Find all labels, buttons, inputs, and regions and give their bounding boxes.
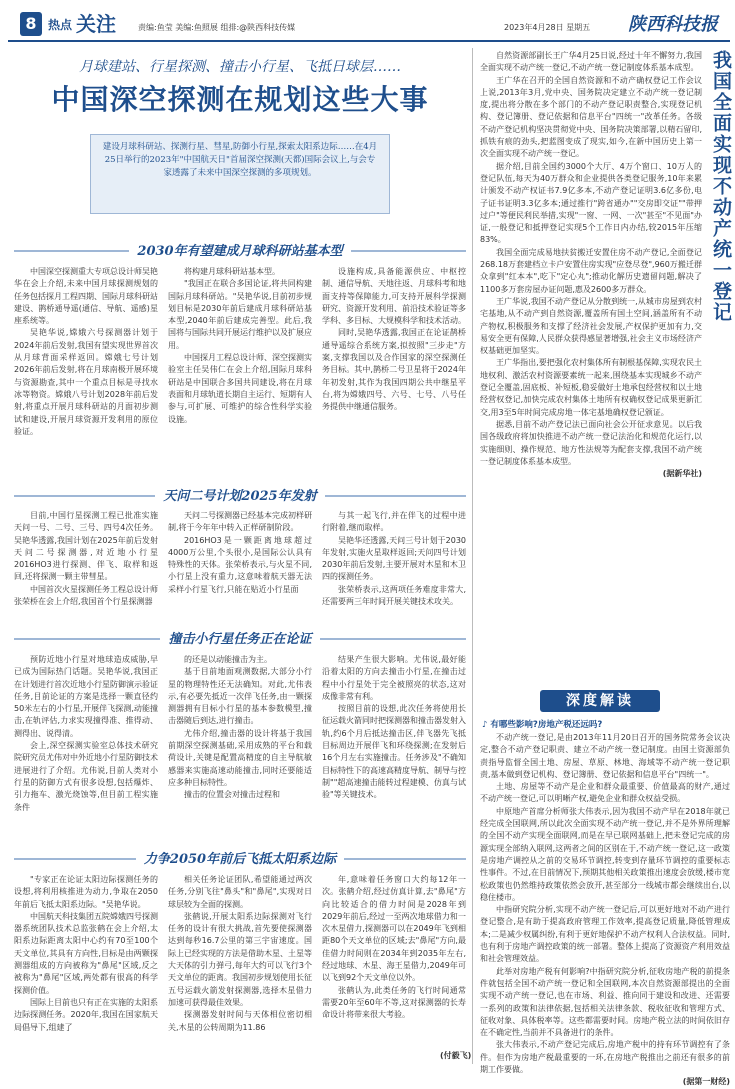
text-column: 目前,中国行星探测工程已批准实施天问一号、二号、三号、四号4次任务。吴艳华透露,我国计划在2025年前后发射天问二号探测器,对近地小行星2016HO3进行探测、伴飞、取样和返回,还将探测一颗主带彗星。 中国首次火星探测任务工程总设计师张荣桥在会上介绍,我国首个行星探测器 <box>14 511 158 607</box>
section-banner <box>14 848 466 870</box>
text-column: 与其一起飞行,并在伴飞的过程中进行附着,继而取样。 吴艳华还透露,天问三号计划于2030年发射,实施火星取样返回;天问四号计划2030年前后发射,主要开展对木星和木卫四的探测任务。 张荣桥表示,这两项任务难度非常大,还需要两三年时间开展关键技术攻关。 <box>322 511 466 607</box>
article-headline: 中国深空探测在规划这些大事 <box>51 83 429 116</box>
section-body <box>14 874 466 1048</box>
right-article-credit: (据新华社) <box>662 469 702 479</box>
article-lead: 建设月球科研站、探测行星、彗星,防御小行星,探索太阳系边际……在4月25日举行的2023年"中国航天日"首届深空探测(天都)国际会议上,与会专家透露了未来中国深空探测的多项规划。 <box>90 134 390 214</box>
analysis-body: 不动产统一登记,是由2013年11月20日召开的国务院常务会议决定,整合不动产登记职责、建立不动产统一登记制度。由国土资源部负责指导监督全国土地、房屋、草原、林地、海域等不动产统一登记职责,基本做到登记机构、登记簿册、登记依据和信息平台"四统一"。 土地、房屋等不动产是企业和群众最重要、价值最高的财产,通过不动产统一登记,可以明晰产权,避免企业和群众权益受损。 中原地产首席分析师张大伟表示,因为我国不动产早在2018年就已经完成全国联网,所以此次全面实现不动产统一登记,并不是外界所理解的全国不动产实现全面联网,而是在早已联网基础上,把未登记完成的房源实现全部纳入联网,这两者之间的区别在于,不动产统一登记,这一政策是房地产调控从之前的交易环节调控,转变到存量环节调控的重要标志性事件。不过,在目前情况下,预期其他相关政策推出速度会放缓,楼市宽松政策也仍然维持政策依然会放开,甚至部分一线城市都会继续出台,以稳住楼市。 中指研究院分析,实现不动产统一登记后,可以更好地对不动产进行登记整合,是有助于提高政府管理工作效率,提高登记质量,降低管理成本;二是减少权属纠纷,有利于更好地保护不动产权利人合法权益。同时,也有利于房地产调控政策的统一部署。整体上提高了资源资产利用效益和社会管理效益。 此举对房地产税有何影响?中指研究院分析,征收房地产税的前提条件就包括全国不动产统一登记和全国联网,本次自然资源部提出的全面实现不动产统一登记,也在市场、利益、推向同于建设和改进、还需要一系列的政策和法律依据,包括相关法律条款、税收征收和管理方式、征收对象、具体税率等。这些都需要时间。房地产税立法的时间依旧存在不确定性,当前并不具备进行的条件。 张大伟表示,不动产登记完成后,房地产税中的持有环节调控有了条件。但作为房地产税最重要的一环,在房地产税推出之前还有很多的前期工作要做。 (据第一财经) <box>480 732 730 1066</box>
text-column: 将构建月球科研站基本型。 "我国正在联合多国论证,将共同构建国际月球科研站。"吴艳华说,目前初步规划目标是2030年前后建成月球科研站基本型,2040年前后建成完善型。此后,我国将与国际共同开展运行维护以及扩展应用。 中国探月工程总设计师、深空探测实验室主任吴伟仁在会上介绍,国际月球科研站是中国联合多国共同建设,将在月球表面和月球轨道长期自主运行、短期有人参与,可扩展、可维护的综合性科学实验设施。 <box>168 267 312 424</box>
masthead <box>8 6 730 42</box>
text-column: 设施构成,具备能源供应、中枢控制、通信导航、天地往返、月球科考和地面支持等保障能力,可支持开展科学探测研究、资源开发利用、前沿技术验证等多学科、多目标、大规模科学和技术活动。 同时,吴艳华透露,我国正在论证鹊桥通导遥综合系统方案,拟按照"三步走"方案,支撑我国以及合作国家的深空探测任务目标。其中,鹊桥二号卫星将于2024年年初发射,其作为我国四期公共中继星平台,将为嫦娥四号、六号、七号、八号任务提供中继通信服务。 <box>322 267 466 412</box>
editor-credits: 责编:鱼莹 美编:鱼照展 组排:@陕西科技传媒 <box>138 23 296 32</box>
column-divider <box>472 48 473 1064</box>
text-column: 的还是以动能撞击为主。 基于目前地面观测数据,大部分小行星的物理特性还无法确知。对此,尤伟表示,有必要先抵近一次伴飞任务,由一颗探测器拥有目标小行星的基本参数模型,撞击器随后到达,进行撞击。 尤伟介绍,撞击器的设计将基于我国前期深空探测基础,采用成熟的平台和载荷设计,关键是配置高精度的自主导航敏感器来实施高速动能撞击,同时还要能适应多种目标特性。 撞击的位置会对撞击过程和 <box>168 655 312 800</box>
text-column: 结果产生很大影响。尤伟说,最好能沿着太阳的方向去撞击小行星,在撞击过程中小行星处于完全被照亮的状态,这对成像非常有利。 按照目前的设想,此次任务将使用长征运载火箭同时把探测器和撞击器发射入轨,约6个月后抵达撞击区,伴飞器先飞抵目标周边开展伴飞和环绕探测;在发射后16个月左右实施撞击。任务涉及"不确知目标特性下的高速高精度导航、制导与控制""超高速撞击能转过程建模、仿真与试验"等关键技术。 <box>322 655 466 800</box>
right-title-box <box>708 50 730 370</box>
text-column: 年,意味着任务窗口大约每12年一次。张鹤介绍,经过仿真计算,去"鼻尾"方向比较适合的借力时间是2028年到2029年前后,经过一至两次地球借力和一次木星借力,探测器可以在2049年飞到相距80个天文单位的区域;去"鼻尾"方向,最佳借力时间则在2034年到2035年左右,经过地球、木星、海王星借力,2049年可以飞到92个天文单位以外。 张鹤认为,此类任务的飞行时间通常需要20年至60年不等,这对探测器的长寿命设计将带来很大考验。 <box>322 875 466 1020</box>
text-column: "专家正在论证太阳边际探测任务的设想,将利用核推进为动力,争取在2050年前后飞抵太阳系边际。"吴艳华说。 中国航天科技集团五院嫦娥四号探测器系统团队技术总监张鹤在会上介绍,太阳系边际距离太阳中心约有70至100个天文单位,其具有方向性,目标是由两颗探测器组成的方向被称为"鼻尾"区域,反之被称为"鼻尾"区域,两处都有很高的科学探测价值。 国际上目前也只有正在实施的太阳系边际探测任务。2020年,我国在国家航天局倡导下,组建了 <box>14 875 158 1032</box>
section-title: 天问二号计划2025年发射 <box>155 489 324 504</box>
text-column: 中国深空探测重大专项总设计师吴艳华在会上介绍,未来中国月球探测规划的任务包括探月工程四期、国际月球科研站建设、鹊桥通导遥(通信、导航、遥感)星座系统等。 吴艳华说,嫦娥六号探测器计划于2024年前后发射,我国有望实现世界首次从月球背面采样返回。嫦娥七号计划2026年前后发射,将在月球南极开展环境与资源勘查,其中一个重点目标是寻找水冰等物资。嫦娥八号计划2028年前后发射,将重点开展月球科研站的月面初步测试和建设,开展月球资源开发利用的原位验证。 <box>14 267 158 436</box>
article-byline: (付毅飞) <box>440 1051 472 1060</box>
section-banner <box>14 628 466 650</box>
paper-name: 陕西科技报 <box>628 14 718 35</box>
text-column: 预防近地小行星对地球造成威胁,早已成为国际热门话题。吴艳华说,我国正在计划进行首次近地小行星防御演示验证任务,目前论证的方案是选择一颗直径约50米左右的小行星,开展伴飞探测,动能撞击,在轨评估,力求实现撞得准、推得动、测得出、说得清。 会上,深空探测实验室总体技术研究院研究员尤伟对中外近地小行星防御技术进展进行了介绍。尤伟说,目前人类对小行星的防御方式有很多设想,包括爆炸、引力拖车、激光烧蚀等,但目前工程实施条件 <box>14 655 158 812</box>
section-body <box>14 654 466 844</box>
section-title: 撞击小行星任务正在论证 <box>160 632 319 647</box>
text-column: 相关任务论证团队,希望能通过两次任务,分别飞往"鼻头"和"鼻尾",实现对日球层较为全面的探测。 张鹤说,开展太阳系边际探测对飞行任务的设计有很大挑战,首先要使探测器达到每秒16.7公里的第三宇宙速度。国际上已经实现的方法是借助木星、土星等大天体的引力弹弓,每年大约可以飞行3个天文单位的距离。我国初步规划使用长征五号运载火箭发射探测器,选择木星借力加速可获得最佳效果。 探测器发射时间与天体相位密切相关,木星的公转周期为11.86 <box>168 875 312 1032</box>
section-label-a: 热点 <box>48 18 73 32</box>
section-title: 力争2050年前后飞抵太阳系边际 <box>136 852 344 867</box>
section-body <box>14 510 466 622</box>
depth-analysis-label: 深度解读 <box>540 690 660 712</box>
section-banner <box>14 485 466 507</box>
section-body <box>14 266 466 472</box>
section-label-b: 关注 <box>76 12 116 36</box>
right-article-title: 我国全面实现不动产统一登记 <box>710 50 732 323</box>
text-column: 天问二号探测器已经基本完成初样研制,将于今年年中转入正样研制阶段。 2016HO3是一颗距离地球超过4000万公里,个头很小,是国际公认具有特殊性的天体。张荣桥表示,与火星不同,小行星上没有重力,这意味着航天器无法采样小行星飞行,只能在贴近小行星面 <box>168 511 312 594</box>
analysis-question: ♪ 有哪些影响?房地产税还远吗? <box>482 720 603 730</box>
right-article-body: 自然资源部副长王广华4月25日说,经过十年不懈努力,我国全面实现不动产统一登记,不动产统一登记制度体系基本成型。 王广华在召开的全国自然资源和不动产确权登记工作会议上说,2013年3月,党中央、国务院决定建立不动产统一登记制度,提出将分散在多个部门的不动产登记职责整合,实现登记机构、登记簿册、登记依据和信息平台"四统一"改革任务。各级不动产登记机构坚决贯彻党中央、国务院决策部署,以精石留印,抓铁有痕的劲头,把蓝图变成了现实,如今,在新中国历史上第一次全面实现不动产统一登记。 据介绍,目前全国约3000个大厅、4万个窗口、10万人的登记队伍,每天为40万群众和企业提供各类登记服务,10年来累计颁发不动产权证书7.9亿多本,不动产登记证明3.6亿多份,电子证书证明3.3亿多本;通过推行"跨省通办""交房即交证""带押过户"等便民利民举措,实现"一窗、一网、一次"甚至"不见面"办证,一般登记和抵押登记实现5个工作日内办结,较2015年压缩83%。 我国全面完成易地扶贫搬迁安置住房不动产登记,全面登记268.18万套建档立卡户安置住房实现"应登尽登",960万搬迁群众拿到"红本本",吃下"定心丸";推动化解历史遗留问题,解决了1100多万套房屋办证问题,惠及2600多万群众。 王广华说,我国不动产登记从分散到统一,从城市房屋到农村宅基地,从不动产到自然资源,覆盖所有国土空间,涵盖所有不动产物权,积极服务和支撑了经济社会发展,产权保护更加有力,交易安全更有保障,人民群众获得感显著增强,社会主义市场经济产权基础更加坚实。 王广华指出,要把强化农村集体所有制根基保障,实现农民土地权利、激活农村资源要素统一起来,围绕基本实现城乡不动产登记全覆盖,固底板、补短板,稳妥做好土地承包经营权和以土地经营权登记,加快完成农村集体土地所有权确权登记成果更新汇交,用3至5年时间完成房地一体宅基地确权登记颁证。 据悉,目前不动产登记法已面向社会公开征求意见。以后我国各级政府将加快推进不动产统一登记法治化和规范化运行,以实施细则、操作规范、地方性法规等为配套支撑,我国不动产统一登记制度体系基本成型。 (据新华社) <box>480 50 702 685</box>
analysis-credit: (据第一财经) <box>682 1077 730 1087</box>
article-kicker: 月球建站、行星探测、撞击小行星、飞抵日球层…… <box>79 59 401 75</box>
section-banner <box>14 240 466 262</box>
section-title: 2030年有望建成月球科研站基本型 <box>129 244 350 259</box>
page-number: 8 <box>20 12 42 36</box>
issue-date: 2023年4月28日 星期五 <box>504 23 591 32</box>
